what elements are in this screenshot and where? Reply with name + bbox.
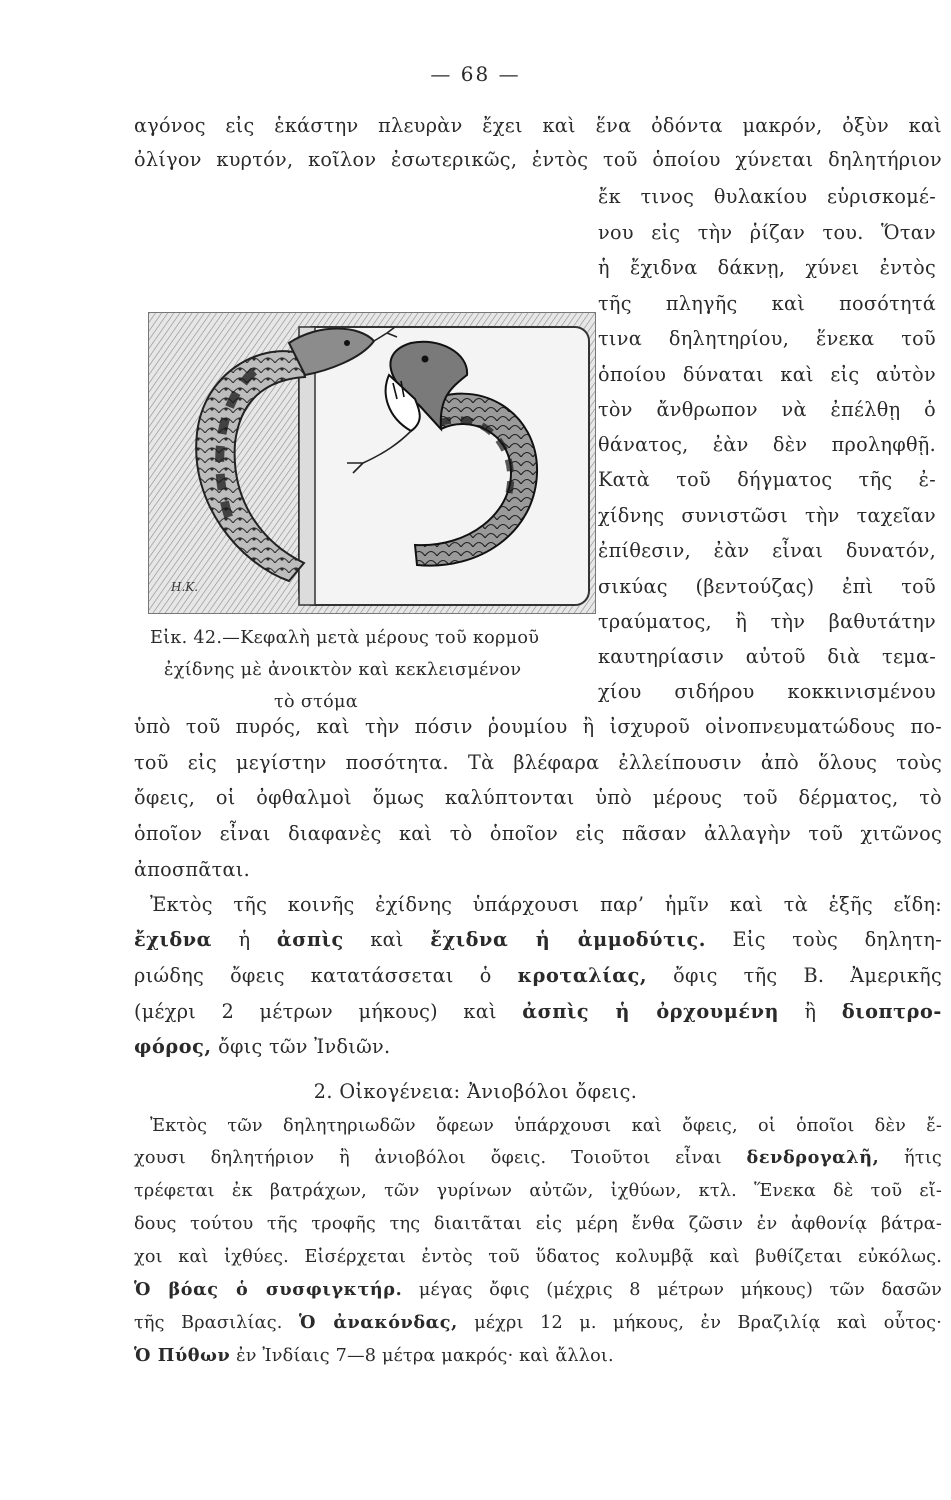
text-line: θάνατος, ἐὰν δὲν προληφθῇ. xyxy=(598,433,936,456)
artist-signature: H.K. xyxy=(171,580,199,594)
text-line: χίου σιδήρου κοκκινισμένου xyxy=(598,680,936,703)
species-name: διοπτρο- xyxy=(841,1000,942,1023)
text-line: ὁποῖον εἶναι διαφανὲς καὶ τὸ ὁποῖον εἰς πᾶσαν ἀλλαγὴν τοῦ χιτῶνος xyxy=(134,822,942,845)
figure-caption-line: Εἰκ. 42.—Κεφαλὴ μετὰ μέρους τοῦ κορμοῦ xyxy=(150,628,540,648)
species-name: ἀσπὶς ἡ ὀρχουμένη xyxy=(522,1000,780,1023)
species-name: ἔχιδνα ἡ ἀμμοδύτις. xyxy=(430,928,707,951)
text-line: χουσι δηλητήριον ἢ ἀνιοβόλοι ὄφεις. Τοιοῦτοι εἶναι δενδρογαλῆ, ἥτις xyxy=(134,1147,942,1168)
snake-illustration xyxy=(148,312,596,614)
text-line: τραύματος, ἢ τὴν βαθυτάτην xyxy=(598,610,936,633)
text-line: ριώδης ὄφεις κατατάσσεται ὁ κροταλίας, ὄφις τῆς Β. Ἀμερικῆς xyxy=(134,964,942,987)
page-number: — 68 — xyxy=(430,62,521,86)
text-line: ἐπίθεσιν, ἐὰν εἶναι δυνατόν, xyxy=(598,539,936,562)
text-line: ὁποίου δύναται καὶ εἰς αὐτὸν xyxy=(598,363,936,386)
species-name: ἔχιδνα xyxy=(134,928,213,951)
text-line: Ὁ βόας ὁ συσφιγκτήρ. μέγας ὄφις (μέχρις 8 μέτρων μήκους) τῶν δασῶν xyxy=(134,1279,942,1300)
section-heading: 2. Οἰκογένεια: Ἀνιοβόλοι ὄφεις. xyxy=(313,1080,638,1103)
text-line: ἀποσπᾶται. xyxy=(134,858,250,881)
text-line: χοι καὶ ἰχθύες. Εἰσέρχεται ἐντὸς τοῦ ὕδατος κολυμβᾷ καὶ βυθίζεται εὐκόλως. xyxy=(134,1247,942,1267)
text-line: τῆς Βρασιλίας. Ὁ ἀνακόνδας, μέχρι 12 μ. μήκους, ἐν Βραζιλίᾳ καὶ οὗτος· xyxy=(134,1312,943,1333)
figure-caption-line: ἐχίδνης μὲ ἀνοικτὸν καὶ κεκλεισμένον xyxy=(164,660,522,680)
text-line: ἡ ἔχιδνα δάκνῃ, χύνει ἐντὸς xyxy=(598,256,936,279)
text-line: δους τούτου τῆς τροφῆς της διαιτᾶται εἰς μέρη ἔνθα ζῶσιν ἐν ἀφθονίᾳ βάτρα- xyxy=(134,1214,942,1234)
text-line: ὄφεις, οἱ ὀφθαλμοὶ ὅμως καλύπτονται ὑπὸ μέρους τοῦ δέρματος, τὸ xyxy=(134,786,942,809)
text-line: αγόνος εἰς ἑκάστην πλευρὰν ἔχει καὶ ἕνα ὀδόντα μακρόν, ὀξὺν καὶ xyxy=(134,114,942,137)
text-line: ἔκ τινος θυλακίου εὑρισκομέ- xyxy=(598,185,936,208)
text-line: νου εἰς τὴν ῥίζαν του. Ὅταν xyxy=(598,221,936,244)
text-line: Κατὰ τοῦ δήγματος τῆς ἐ- xyxy=(598,468,936,491)
species-name: κροταλίας, xyxy=(517,964,648,987)
figure-caption-line: τὸ στόμα xyxy=(274,692,358,712)
text-line: Ὁ Πύθων ἐν Ἰνδίαις 7—8 μέτρα μακρός· καὶ ἄλλοι. xyxy=(134,1345,614,1366)
snake-drawing xyxy=(149,313,595,613)
species-name: Ὁ βόας ὁ συσφιγκτήρ. xyxy=(134,1279,403,1300)
species-name: φόρος, xyxy=(134,1035,212,1058)
text-line: καυτηρίασιν αὐτοῦ διὰ τεμα- xyxy=(598,645,936,668)
text-line: φόρος, ὄφις τῶν Ἰνδιῶν. xyxy=(134,1035,391,1058)
text-line: χίδνης συνιστῶσι τὴν ταχεῖαν xyxy=(598,504,936,527)
text-line: τὸν ἄνθρωπον νὰ ἐπέλθῃ ὁ xyxy=(598,398,936,421)
text-line: (μέχρι 2 μέτρων μήκους) καὶ ἀσπὶς ἡ ὀρχουμένη ἢ διοπτρο- xyxy=(134,1000,942,1023)
text-line: ὀλίγον κυρτόν, κοῖλον ἐσωτερικῶς, ἐντὸς τοῦ ὁποίου χύνεται δηλητήριον xyxy=(134,148,942,171)
text-line: τρέφεται ἐκ βατράχων, τῶν γυρίνων αὐτῶν, ἰχθύων, κτλ. Ἕνεκα δὲ τοῦ εἴ- xyxy=(134,1181,942,1201)
text-line: τοῦ εἰς μεγίστην ποσότητα. Τὰ βλέφαρα ἐλλείπουσιν ἀπὸ ὅλους τοὺς xyxy=(134,751,942,774)
text-line: σικύας (βεντούζας) ἐπὶ τοῦ xyxy=(598,575,936,598)
species-name: Ὁ Πύθων xyxy=(134,1345,231,1366)
species-name: δενδρογαλῆ, xyxy=(746,1147,880,1168)
text-line: τινα δηλητηρίου, ἕνεκα τοῦ xyxy=(598,327,936,350)
text-line: ὑπὸ τοῦ πυρός, καὶ τὴν πόσιν ῥουμίου ἢ ἰσχυροῦ οἰνοπνευματώδους πο- xyxy=(134,715,942,738)
text-line: Ἐκτὸς τῆς κοινῆς ἐχίδνης ὑπάρχουσι παρ’ ἡμῖν καὶ τὰ ἑξῆς εἴδη: xyxy=(150,893,942,916)
species-name: Ὁ ἀνακόνδας, xyxy=(298,1312,458,1333)
text-line: τῆς πληγῆς καὶ ποσότητά xyxy=(598,292,936,315)
text-line: Ἐκτὸς τῶν δηλητηριωδῶν ὄφεων ὑπάρχουσι καὶ ὄφεις, οἱ ὁποῖοι δὲν ἔ- xyxy=(150,1116,942,1136)
species-name: ἀσπὶς xyxy=(276,928,344,951)
text-line: ἔχιδνα ἡ ἀσπὶς καὶ ἔχιδνα ἡ ἀμμοδύτις. Εἰς τοὺς δηλητη- xyxy=(134,928,942,951)
